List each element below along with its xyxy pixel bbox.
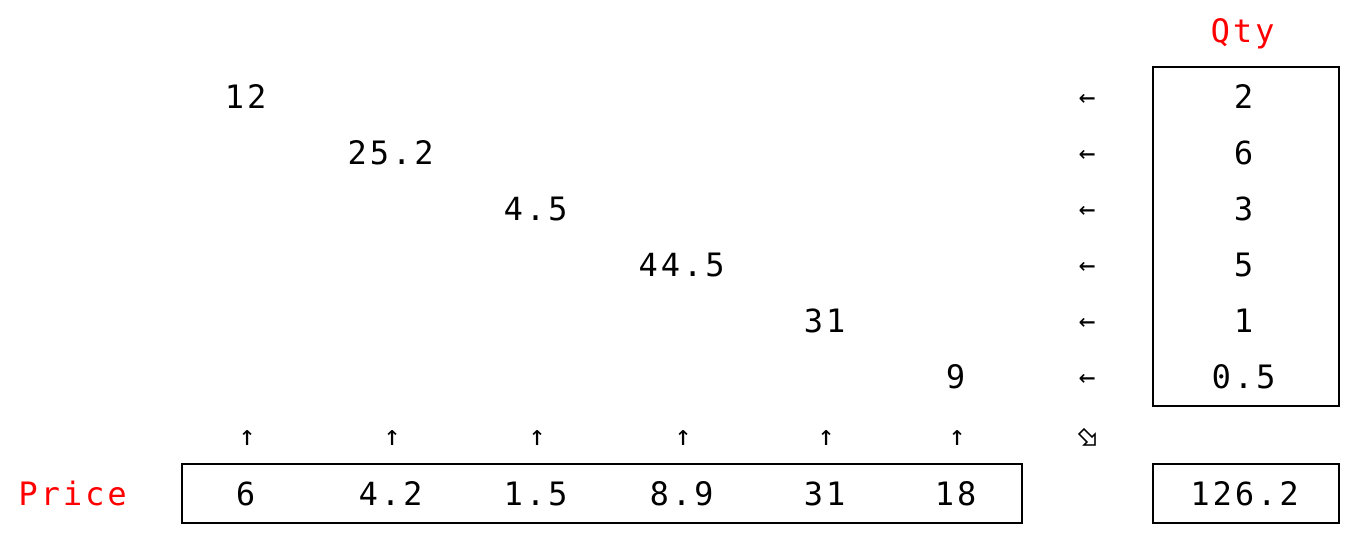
price-value: 1.5 <box>503 475 571 513</box>
product-value: 44.5 <box>638 246 728 284</box>
qty-value: 3 <box>1233 190 1257 228</box>
price-label: Price <box>18 475 130 513</box>
up-arrow-icon: ↑ <box>817 419 835 452</box>
qty-value: 1 <box>1233 302 1257 340</box>
diagonal-arrow-icon <box>1075 425 1101 451</box>
left-arrow-icon: ← <box>1078 304 1096 337</box>
product-value: 4.5 <box>503 190 571 228</box>
up-arrow-icon: ↑ <box>948 419 966 452</box>
up-arrow-icon: ↑ <box>674 419 692 452</box>
qty-box <box>1152 66 1340 407</box>
product-value: 25.2 <box>347 134 437 172</box>
up-arrow-icon: ↑ <box>528 419 546 452</box>
total-value: 126.2 <box>1190 475 1302 513</box>
qty-value: 2 <box>1233 78 1257 116</box>
price-value: 8.9 <box>649 475 717 513</box>
qty-value: 6 <box>1233 134 1257 172</box>
product-value: 12 <box>224 78 270 116</box>
up-arrow-icon: ↑ <box>238 419 256 452</box>
qty-label: Qty <box>1210 12 1278 50</box>
up-arrow-icon: ↑ <box>383 419 401 452</box>
left-arrow-icon: ← <box>1078 248 1096 281</box>
left-arrow-icon: ← <box>1078 192 1096 225</box>
price-value: 18 <box>934 475 980 513</box>
product-value: 9 <box>945 358 969 396</box>
qty-value: 5 <box>1233 246 1257 284</box>
left-arrow-icon: ← <box>1078 136 1096 169</box>
price-value: 31 <box>803 475 849 513</box>
price-value: 6 <box>235 475 259 513</box>
product-value: 31 <box>803 302 849 340</box>
left-arrow-icon: ← <box>1078 360 1096 393</box>
qty-value: 0.5 <box>1211 358 1279 396</box>
price-box <box>181 463 1023 524</box>
left-arrow-icon: ← <box>1078 80 1096 113</box>
price-value: 4.2 <box>358 475 426 513</box>
